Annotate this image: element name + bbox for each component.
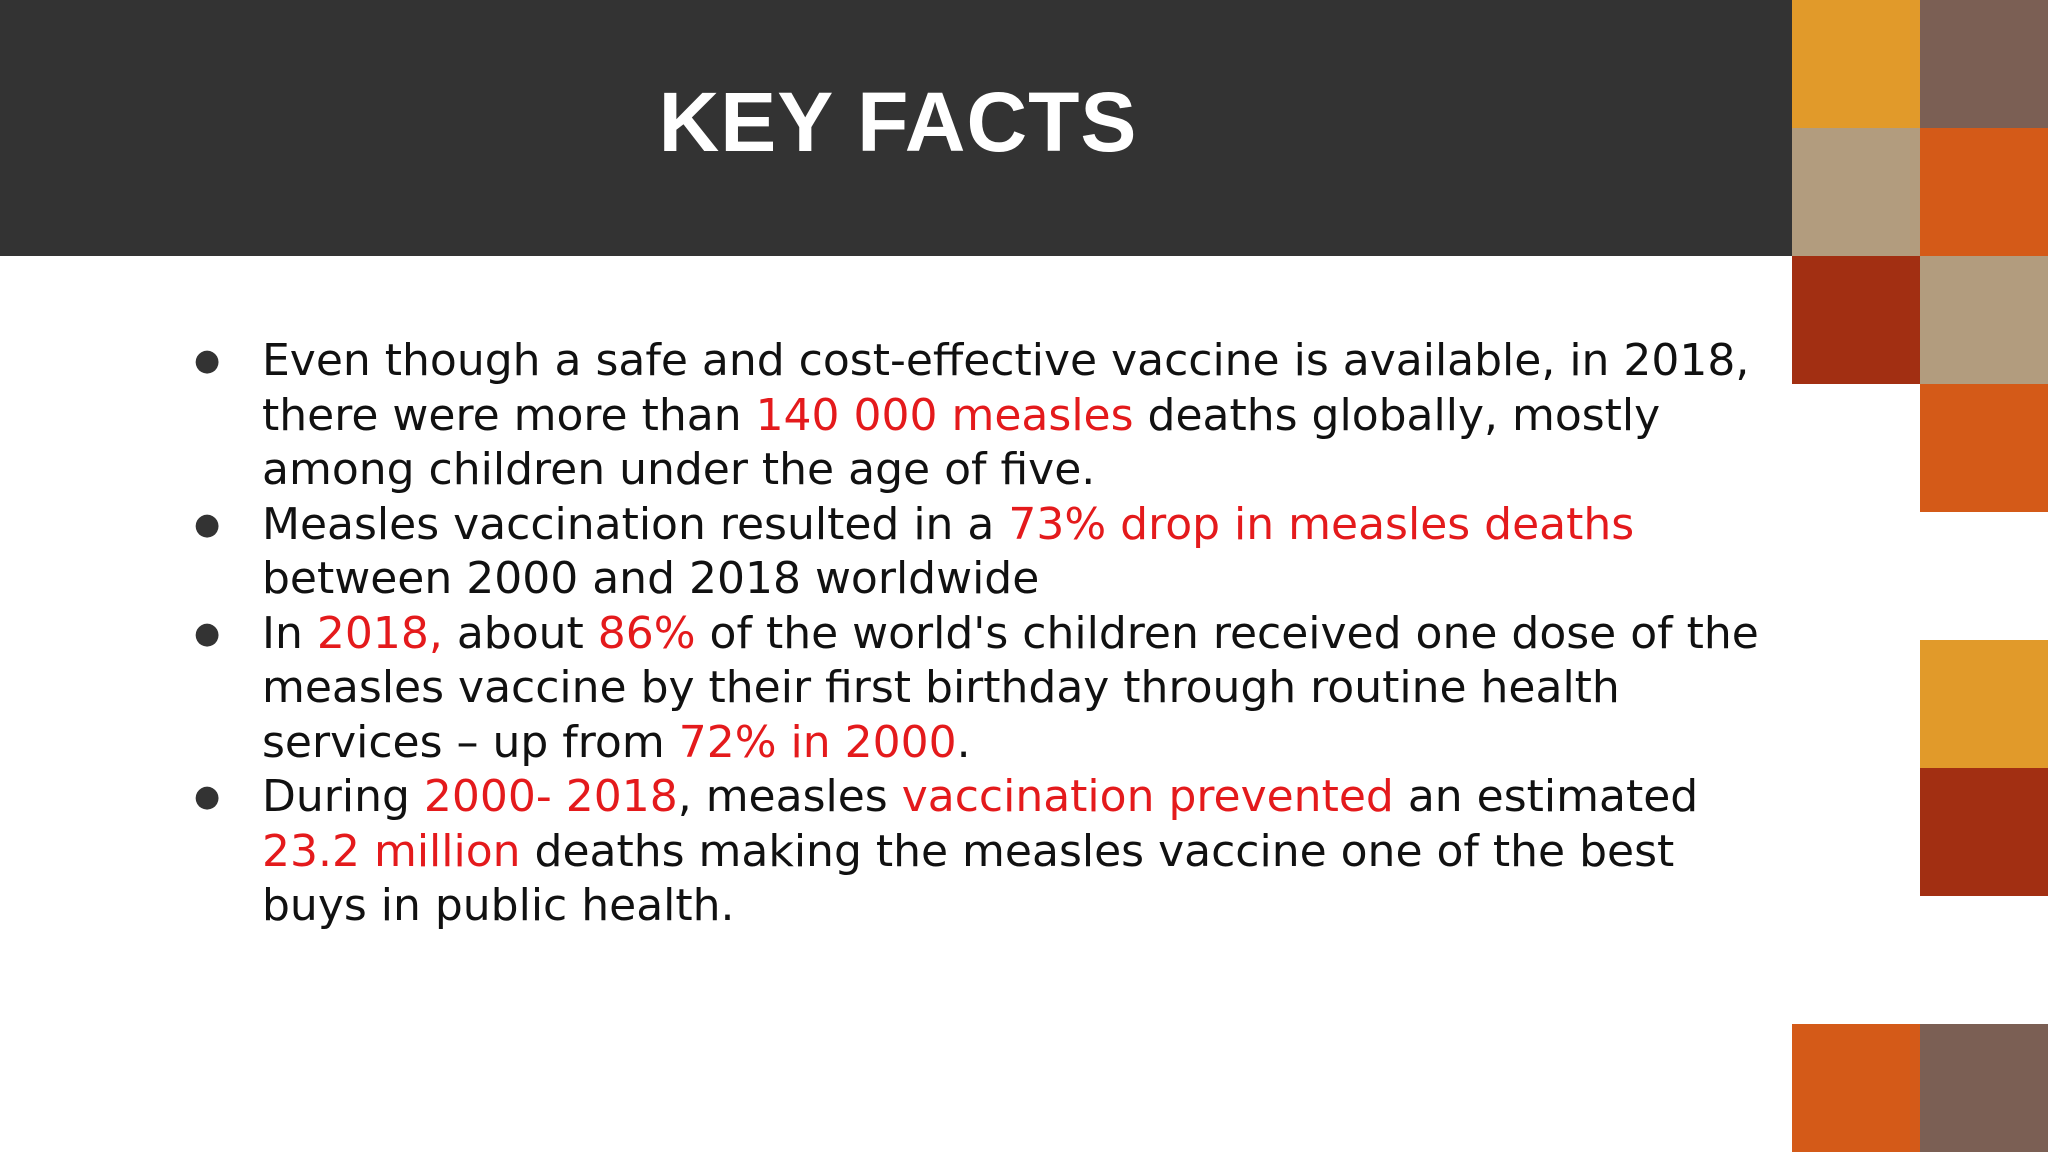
bullet-dot-icon: ● — [194, 506, 221, 542]
fact-text: deaths making the measles vaccine one of the best buys in public health. — [262, 825, 1675, 931]
key-facts-list — [190, 334, 1790, 934]
fact-highlight: vaccination prevented — [901, 771, 1394, 822]
fact-highlight: 86% — [597, 607, 696, 659]
fact-text: Measles vaccination resulted in a — [262, 498, 1009, 550]
fact-item — [190, 770, 1790, 934]
bullet-dot-icon: ● — [194, 615, 221, 651]
fact-highlight: 2018, — [316, 607, 443, 659]
fact-text: During — [262, 771, 424, 822]
deco-tile-r0c0 — [1792, 0, 1920, 128]
fact-highlight: 73% drop in measles deaths — [1008, 498, 1635, 550]
fact-item — [190, 334, 1790, 498]
bullet-dot-icon: ● — [194, 779, 221, 814]
fact-text: between 2000 and 2018 worldwide — [262, 553, 1040, 604]
fact-text: In — [262, 607, 317, 659]
deco-tile-r2c1 — [1920, 256, 2048, 384]
slide-title: KEY FACTS — [658, 74, 1138, 169]
fact-highlight: 140 000 measles — [755, 389, 1134, 441]
fact-text: about — [442, 607, 598, 659]
fact-text: an estimated — [1393, 771, 1699, 822]
fact-text: of the world's children received one dose of the measles vaccine by their first birthday through routine health services – up from — [262, 607, 1759, 768]
deco-tile-r0c1 — [1920, 0, 2048, 128]
fact-text: deaths globally, mostly among children under the age of five. — [262, 389, 1661, 495]
fact-highlight: 2000- 2018 — [423, 771, 678, 822]
deco-tile-r8c0 — [1792, 1024, 1920, 1152]
deco-tile-r1c0 — [1792, 128, 1920, 256]
fact-text: . — [956, 716, 971, 768]
deco-tile-r1c1 — [1920, 128, 2048, 256]
deco-tile-r3c1 — [1920, 384, 2048, 512]
title-container — [0, 0, 1792, 256]
fact-highlight: 23.2 million — [262, 825, 521, 877]
deco-tile-r5c1 — [1920, 640, 2048, 768]
fact-text: , measles — [677, 771, 902, 822]
fact-highlight: 72% in 2000 — [678, 716, 957, 768]
deco-tile-r8c1 — [1920, 1024, 2048, 1152]
bullet-dot-icon: ● — [194, 343, 221, 378]
deco-tile-r2c0 — [1792, 256, 1920, 384]
fact-text: Even though a safe and cost-effective vaccine is available, in 2018, there were more than — [262, 335, 1750, 441]
fact-item — [190, 607, 1790, 771]
fact-item — [190, 498, 1790, 607]
deco-tile-r6c1 — [1920, 768, 2048, 896]
